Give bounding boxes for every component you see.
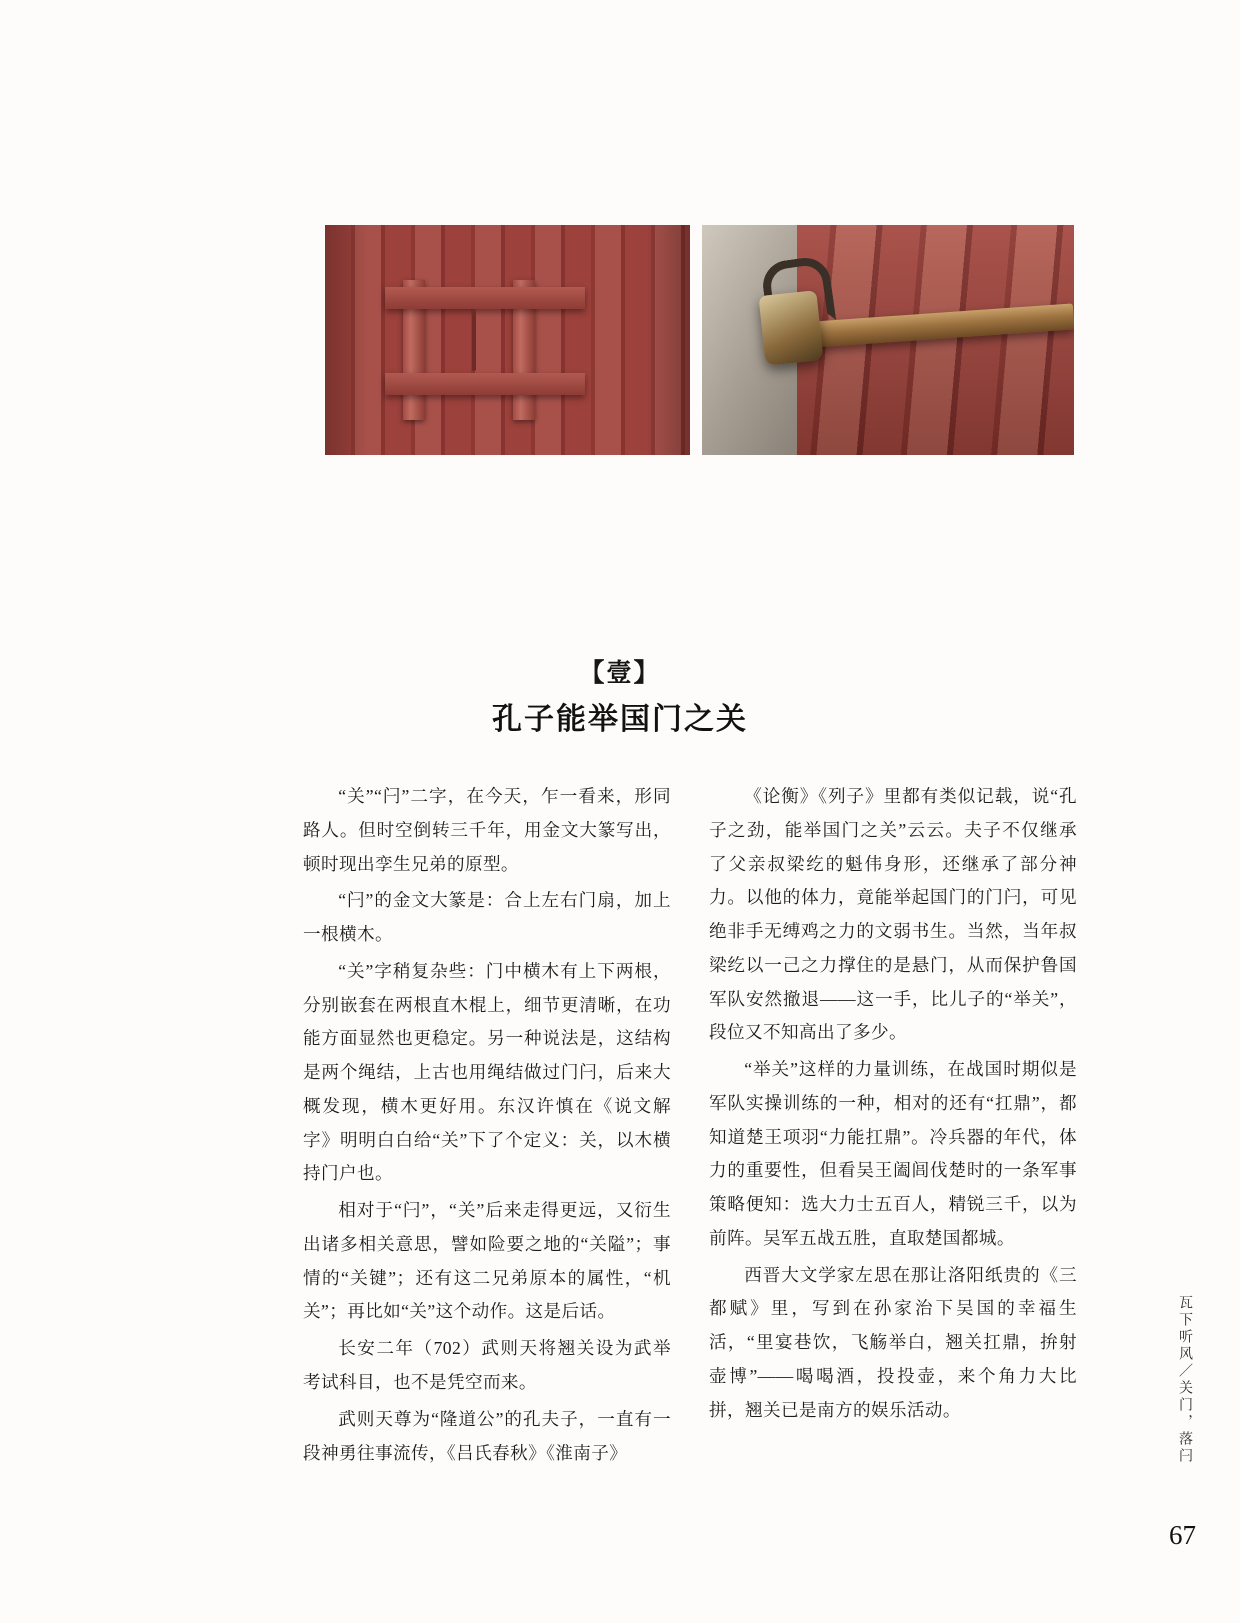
paragraph: 相对于“闩”，“关”后来走得更远，又衍生出诸多相关意思，譬如险要之地的“关隘”；事情的“关键”；还有这二兄弟原本的属性，“机关”；再比如“关”这个动作。这是后话。 xyxy=(303,1200,671,1322)
chapter-heading xyxy=(0,655,1240,741)
paragraph: 武则天尊为“隆道公”的孔夫子，一直有一段神勇往事流传，《吕氏春秋》《淮南子》 xyxy=(303,1408,671,1463)
paragraph: “举关”这样的力量训练，在战国时期似是军队实操训练的一种，相对的还有“扛鼎”，都知道楚王项羽“力能扛鼎”。冷兵器的年代，体力的重要性，但看吴王阖闾伐楚时的一条军事策略便知：选大力士五百人，精锐三千，以为前阵。吴军五战五胜，直取楚国都城。 xyxy=(709,1059,1077,1248)
paragraph: 西晋大文学家左思在那让洛阳纸贵的《三都赋》里，写到在孙家治下吴国的幸福生活，“里宴巷饮，飞觞举白，翘关扛鼎，拚射壶博”——喝喝酒，投投壶，来个角力大比拼，翘关已是南方的娱乐活动。 xyxy=(709,1264,1077,1420)
page-number: 67 xyxy=(1169,1520,1196,1550)
door-latch-bar xyxy=(797,303,1074,348)
door-bolt-horizontal-top xyxy=(385,287,585,309)
body-columns xyxy=(303,780,1078,1473)
photo-row xyxy=(325,225,1075,455)
paragraph: “关”字稍复杂些：门中横木有上下两根，分别嵌套在两根直木棍上，细节更清晰，在功能方面显然也更稳定。另一种说法是，这结构是两个绳结，上古也用绳结做过门闩，后来大概发现，横木更好用。东汉许慎在《说文解字》明明白白给“关”下了个定义：关，以木横持门户也。 xyxy=(303,960,671,1184)
padlock-body xyxy=(759,290,824,366)
door-bolt-pin xyxy=(472,309,476,371)
photo-red-wooden-door-with-bolt xyxy=(325,225,690,455)
page-title: 孔子能举国门之关 xyxy=(492,702,748,736)
paragraph: “关”“闩”二字，在今天，乍一看来，形同路人。但时空倒转三千年，用金文大篆写出，顿时现出孪生兄弟的原型。 xyxy=(303,786,671,874)
paragraph: 长安二年（702）武则天将翘关设为武举考试科目，也不是凭空而来。 xyxy=(303,1338,671,1393)
left-column xyxy=(303,780,671,1473)
door-bolt-horizontal-bottom xyxy=(385,373,585,395)
paragraph: “闩”的金文大篆是：合上左右门扇，加上一根横木。 xyxy=(303,890,671,945)
chapter-number: 【壹】 xyxy=(579,660,661,687)
paragraph: 《论衡》《列子》里都有类似记载，说“孔子之劲，能举国门之关”云云。夫子不仅继承了父亲叔梁纥的魁伟身形，还继承了部分神力。以他的体力，竟能举起国门的门闩，可见绝非手无缚鸡之力的文弱书生。当然，当年叔梁纥以一己之力撑住的是悬门，从而保护鲁国军队安然撤退——这一手，比儿子的“举关”，段位又不知高出了多少。 xyxy=(709,786,1077,1043)
running-head-vertical: 瓦下听风／关门，落闩 xyxy=(1177,1295,1192,1465)
photo-red-door-with-iron-padlock xyxy=(702,225,1074,455)
right-column xyxy=(709,780,1077,1473)
